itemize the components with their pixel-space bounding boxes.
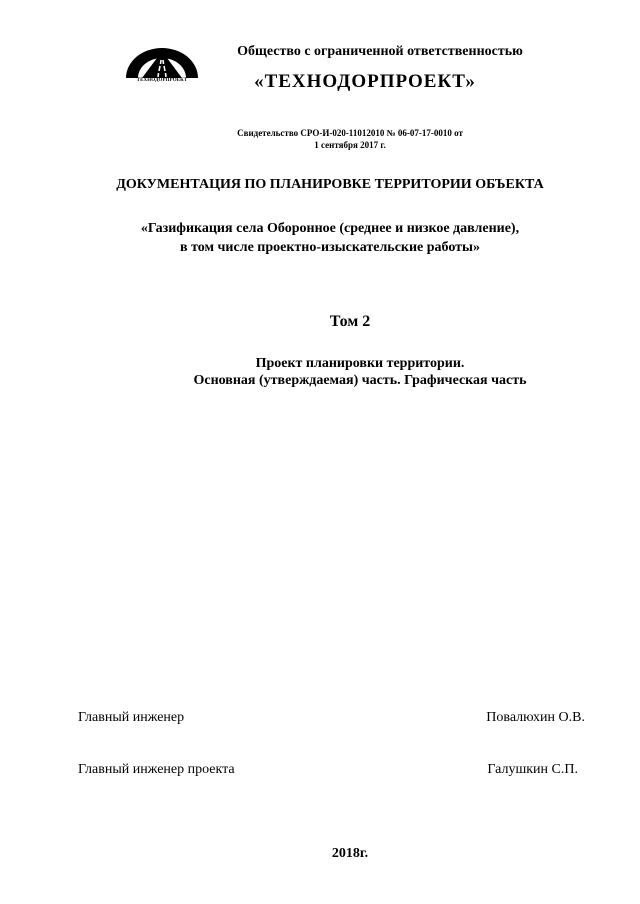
signature-name-project-chief-engineer: Галушкин С.П. bbox=[487, 762, 578, 777]
project-line-1: «Газификация села Оборонное (среднее и низкое давление), bbox=[140, 221, 520, 236]
certificate-line-2: 1 сентября 2017 г. bbox=[314, 140, 386, 150]
road-tunnel-arch-logo-icon bbox=[124, 44, 200, 80]
company-logo bbox=[124, 44, 200, 86]
volume-subtitle bbox=[160, 355, 560, 389]
volume-title: Том 2 bbox=[329, 313, 371, 330]
signature-role-chief-engineer: Главный инженер bbox=[78, 710, 185, 725]
project-line-2: в том числе проектно-изыскательские работы» bbox=[180, 240, 480, 255]
signature-name-chief-engineer: Повалюхин О.В. bbox=[486, 710, 585, 725]
document-title: ДОКУМЕНТАЦИЯ ПО ПЛАНИРОВКЕ ТЕРРИТОРИИ ОБЪЕКТА bbox=[116, 177, 544, 192]
volume-subtitle-line-1: Проект планировки территории. bbox=[255, 356, 465, 371]
organization-name: «ТЕХНОДОРПРОЕКТ» bbox=[254, 71, 476, 92]
certificate-block bbox=[200, 127, 500, 151]
organization-legal-form: Общество с ограниченной ответственностью bbox=[237, 44, 523, 59]
volume-subtitle-line-2: Основная (утверждаемая) часть. Графическая часть bbox=[193, 373, 527, 388]
signature-role-project-chief-engineer: Главный инженер проекта bbox=[78, 762, 235, 777]
logo-text: ТЕХНОДОРПРОЕКТ bbox=[136, 78, 188, 83]
certificate-line-1: Свидетельство СРО-И-020-11012010 № 06-07-17-0010 от bbox=[237, 128, 463, 138]
project-name bbox=[80, 219, 580, 257]
document-year: 2018г. bbox=[331, 846, 369, 861]
